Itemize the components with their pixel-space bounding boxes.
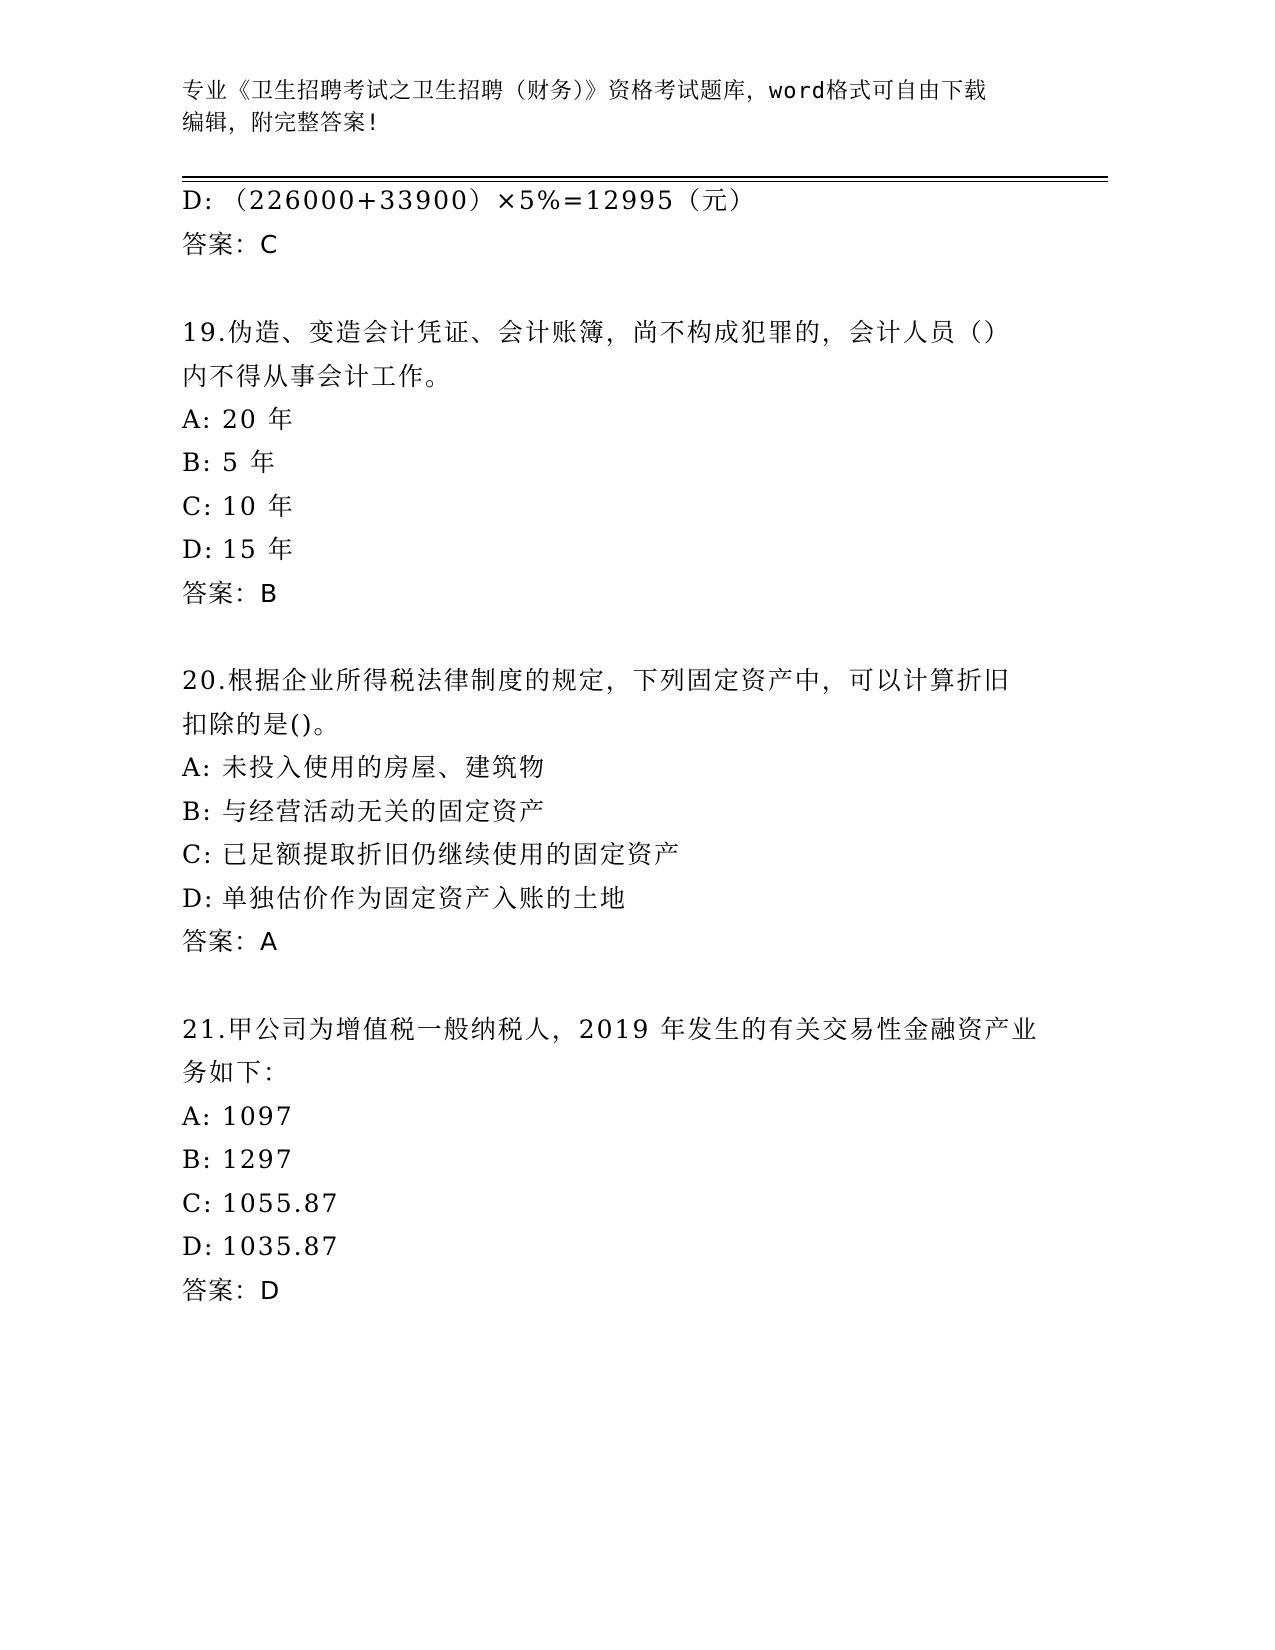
header-rule-thin bbox=[182, 181, 1108, 182]
question-21-option-b bbox=[182, 1143, 294, 1177]
option-text: 20 年 bbox=[222, 405, 295, 434]
option-text: 10 年 bbox=[222, 492, 295, 521]
option-label: B: bbox=[182, 1145, 213, 1174]
option-label: D: bbox=[182, 884, 215, 913]
option-label: B: bbox=[182, 797, 213, 826]
header-rule-thick bbox=[182, 176, 1108, 178]
option-text: 1055.87 bbox=[222, 1189, 340, 1218]
question-21-line-1: 21.甲公司为增值税一般纳税人，2019 年发生的有关交易性金融资产业 bbox=[182, 1015, 1039, 1044]
question-19-answer: 答案：B bbox=[182, 579, 279, 608]
question-20-line-2: 扣除的是()。 bbox=[182, 710, 341, 739]
option-text: 1297 bbox=[222, 1145, 294, 1174]
option-text: 已足额提取折旧仍继续使用的固定资产 bbox=[222, 840, 682, 869]
option-text: 未投入使用的房屋、建筑物 bbox=[222, 753, 547, 782]
option-text: 与经营活动无关的固定资产 bbox=[222, 797, 547, 826]
question-20-line-1: 20.根据企业所得税法律制度的规定，下列固定资产中，可以计算折旧 bbox=[182, 666, 1011, 695]
question-20-option-b bbox=[182, 795, 546, 829]
question-19-line-1: 19.伪造、变造会计凭证、会计账簿，尚不构成犯罪的，会计人员（） bbox=[182, 318, 1011, 347]
question-20-answer: 答案：A bbox=[182, 927, 279, 956]
question-19-option-b bbox=[182, 446, 277, 480]
question-21-option-d bbox=[182, 1230, 339, 1264]
question-21-option-c bbox=[182, 1187, 339, 1221]
question-21-answer: 答案：D bbox=[182, 1276, 281, 1305]
header-line-1: 专业《卫生招聘考试之卫生招聘（财务）》资格考试题库，word格式可自由下载 bbox=[182, 79, 987, 104]
prev-answer: 答案：C bbox=[182, 230, 279, 259]
option-label: C: bbox=[182, 492, 214, 521]
option-label: D: bbox=[182, 186, 215, 215]
prev-option-d bbox=[182, 184, 756, 218]
question-20-option-c bbox=[182, 838, 681, 872]
question-19-option-d bbox=[182, 533, 295, 567]
document-header bbox=[182, 76, 1082, 140]
question-21-option-a bbox=[182, 1100, 294, 1134]
question-20-option-a bbox=[182, 751, 546, 785]
option-text: 1097 bbox=[222, 1102, 294, 1131]
option-label: D: bbox=[182, 535, 215, 564]
question-19-line-2: 内不得从事会计工作。 bbox=[182, 362, 453, 391]
option-text: 单独估价作为固定资产入账的土地 bbox=[222, 884, 628, 913]
option-label: A: bbox=[182, 405, 213, 434]
option-label: C: bbox=[182, 1189, 214, 1218]
question-19-option-a bbox=[182, 403, 295, 437]
option-label: D: bbox=[182, 1232, 215, 1261]
option-text: 1035.87 bbox=[222, 1232, 340, 1261]
option-label: C: bbox=[182, 840, 214, 869]
option-label: A: bbox=[182, 753, 213, 782]
option-label: B: bbox=[182, 448, 213, 477]
option-text: （226000+33900）×5%=12995（元） bbox=[222, 186, 756, 215]
question-19-option-c bbox=[182, 490, 295, 524]
option-text: 5 年 bbox=[222, 448, 277, 477]
option-label: A: bbox=[182, 1102, 213, 1131]
question-20-option-d bbox=[182, 882, 627, 916]
option-text: 15 年 bbox=[222, 535, 295, 564]
header-line-2: 编辑，附完整答案! bbox=[182, 111, 381, 136]
question-21-line-2: 务如下： bbox=[182, 1058, 291, 1087]
